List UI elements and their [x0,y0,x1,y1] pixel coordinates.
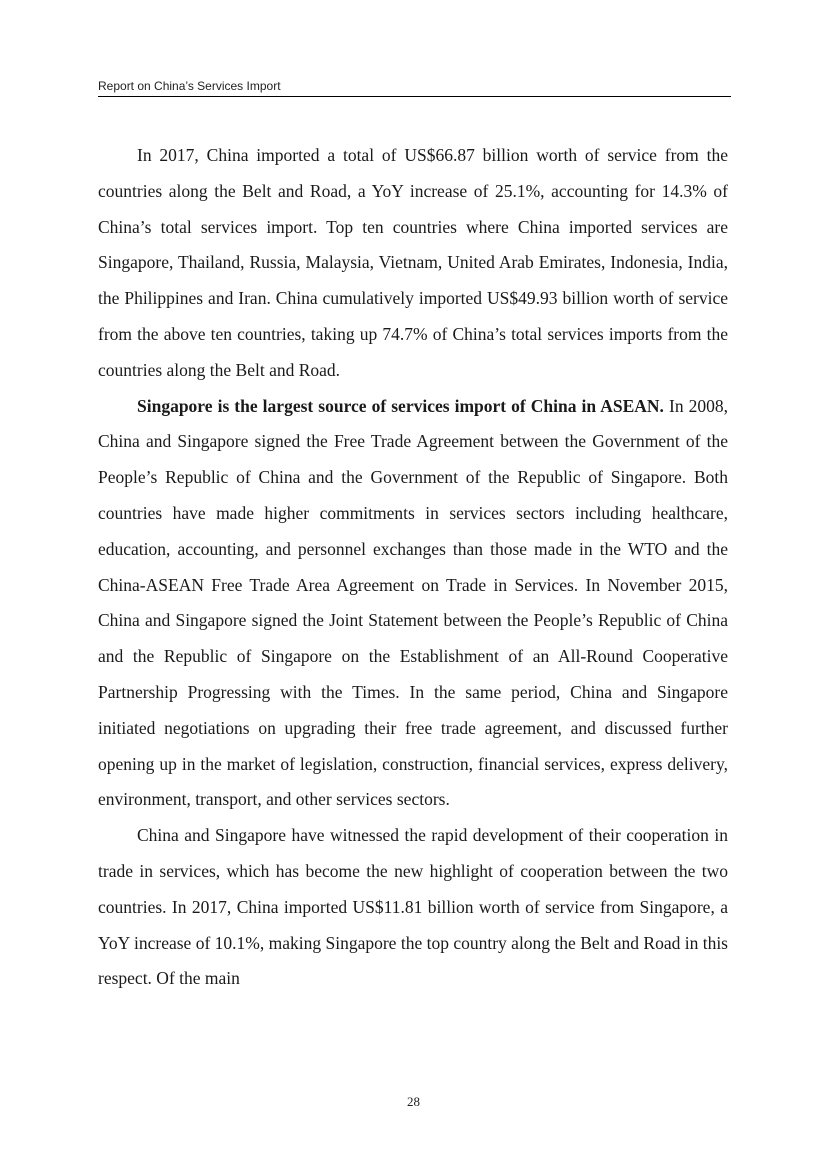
paragraph-belt-and-road [98,138,728,389]
page-number: 28 [407,1094,420,1109]
paragraph-text: China and Singapore have witnessed the rapid development of their cooperation in trade in services, which has become the new highlight of cooperation between the two countries. In 2017, China imported US$11.81 billion worth of service from Singapore, a YoY increase of 10.1%, making Singapore the top country along the Belt and Road in this respect. Of the main [98,825,728,989]
paragraph-singapore-cooperation [98,818,728,997]
paragraph-text: In 2017, China imported a total of US$66.87 billion worth of service from the countries along the Belt and Road, a YoY increase of 25.1%, accounting for 14.3% of China’s total services import. Top ten countries where China imported services are Singapore, Thailand, Russia, Malaysia, Vietnam, United Arab Emirates, Indonesia, India, the Philippines and Iran. China cumulatively imported US$49.93 billion worth of service from the above ten countries, taking up 74.7% of China’s total services imports from the countries along the Belt and Road. [98,145,728,380]
paragraph-lead-sentence: Singapore is the largest source of services import of China in ASEAN. [137,395,664,416]
header-title: Report on China’s Services Import [98,79,281,93]
paragraph-text: In 2008, China and Singapore signed the Free Trade Agreement between the Government of the People’s Republic of China and the Government of the Republic of Singapore. Both countries have made higher commitments in services sectors including healthcare, education, accounting, and personnel exchanges than those made in the WTO and the China-ASEAN Free Trade Area Agreement on Trade in Services. In November 2015, China and Singapore signed the Joint Statement between the People’s Republic of China and the Republic of Singapore on the Establishment of an All-Round Cooperative Partnership Progressing with the Times. In the same period, China and Singapore initiated negotiations on upgrading their free trade agreement, and discussed further opening up in the market of legislation, construction, financial services, express delivery, environment, transport, and other services sectors. [98,395,728,810]
paragraph-singapore-agreements [98,389,728,819]
body-text [98,138,728,997]
running-header [98,79,731,97]
